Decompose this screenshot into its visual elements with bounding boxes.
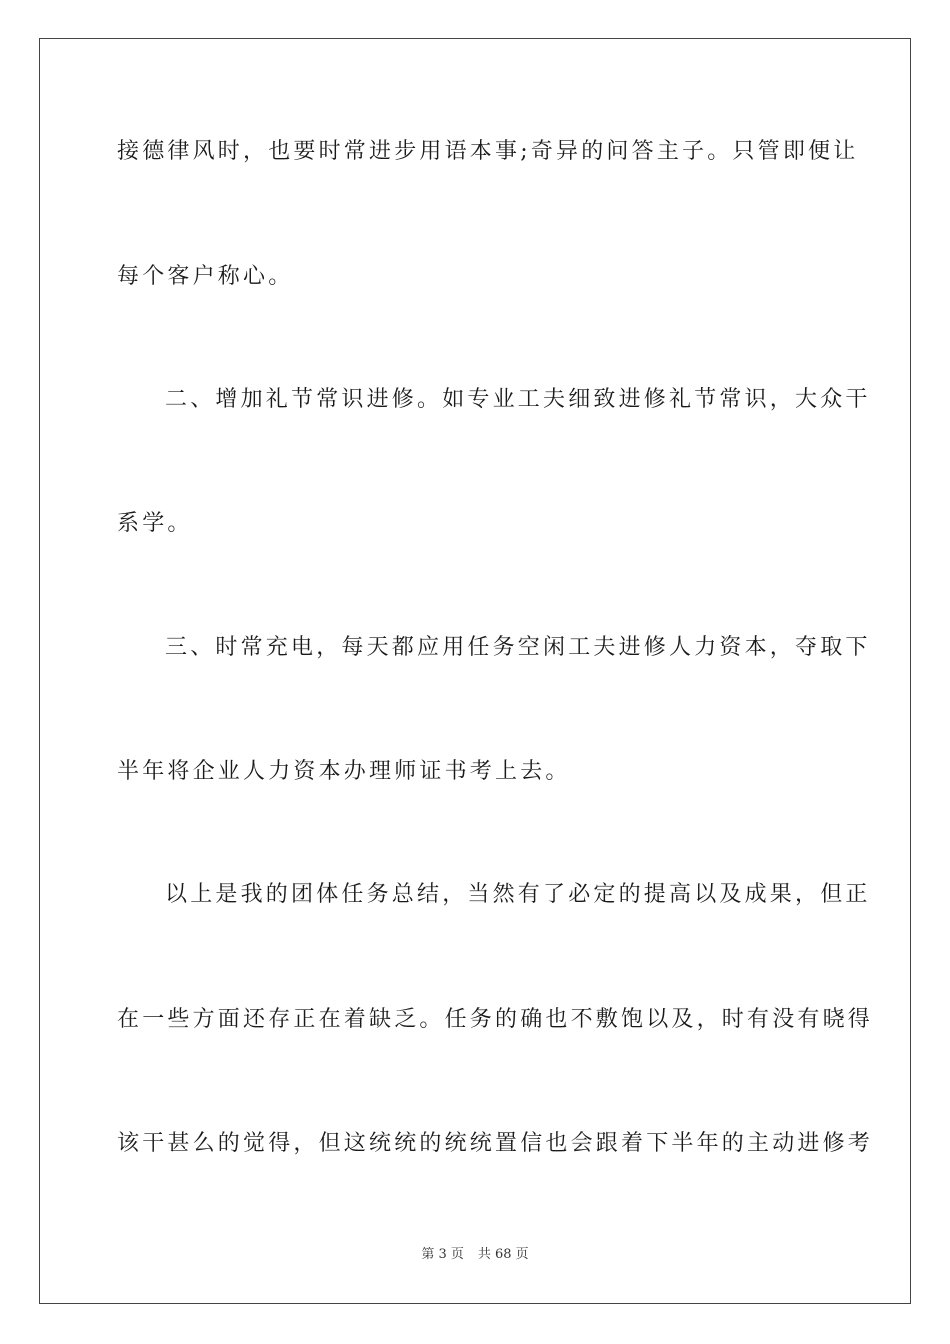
total-pages: 共 68 页 <box>477 1247 529 1262</box>
body-text-line: 半年将企业人力资本办理师证书考上去。 <box>117 759 571 784</box>
body-text-line: 三、时常充电，每天都应用任务空闲工夫进修人力资本，夺取下 <box>165 635 871 660</box>
body-text-line: 该干甚么的觉得，但这统统的统统置信也会跟着下半年的主动进修考 <box>117 1131 874 1156</box>
body-text-line: 二、增加礼节常识进修。如专业工夫细致进修礼节常识，大众干 <box>165 387 871 412</box>
page-border <box>39 38 911 1304</box>
body-text-line: 在一些方面还存正在着缺乏。任务的确也不敷饱以及，时有没有晓得 <box>117 1007 874 1032</box>
body-text-line: 以上是我的团体任务总结，当然有了必定的提高以及成果，但正 <box>165 882 871 907</box>
body-text-line: 每个客户称心。 <box>117 264 294 289</box>
body-text-line: 接德律风时，也要时常进步用语本事;奇异的问答主子。只管即便让 <box>117 139 859 164</box>
page-number: 第 3 页 <box>421 1247 464 1262</box>
page-footer <box>0 1246 950 1264</box>
body-text-line: 系学。 <box>117 511 193 536</box>
